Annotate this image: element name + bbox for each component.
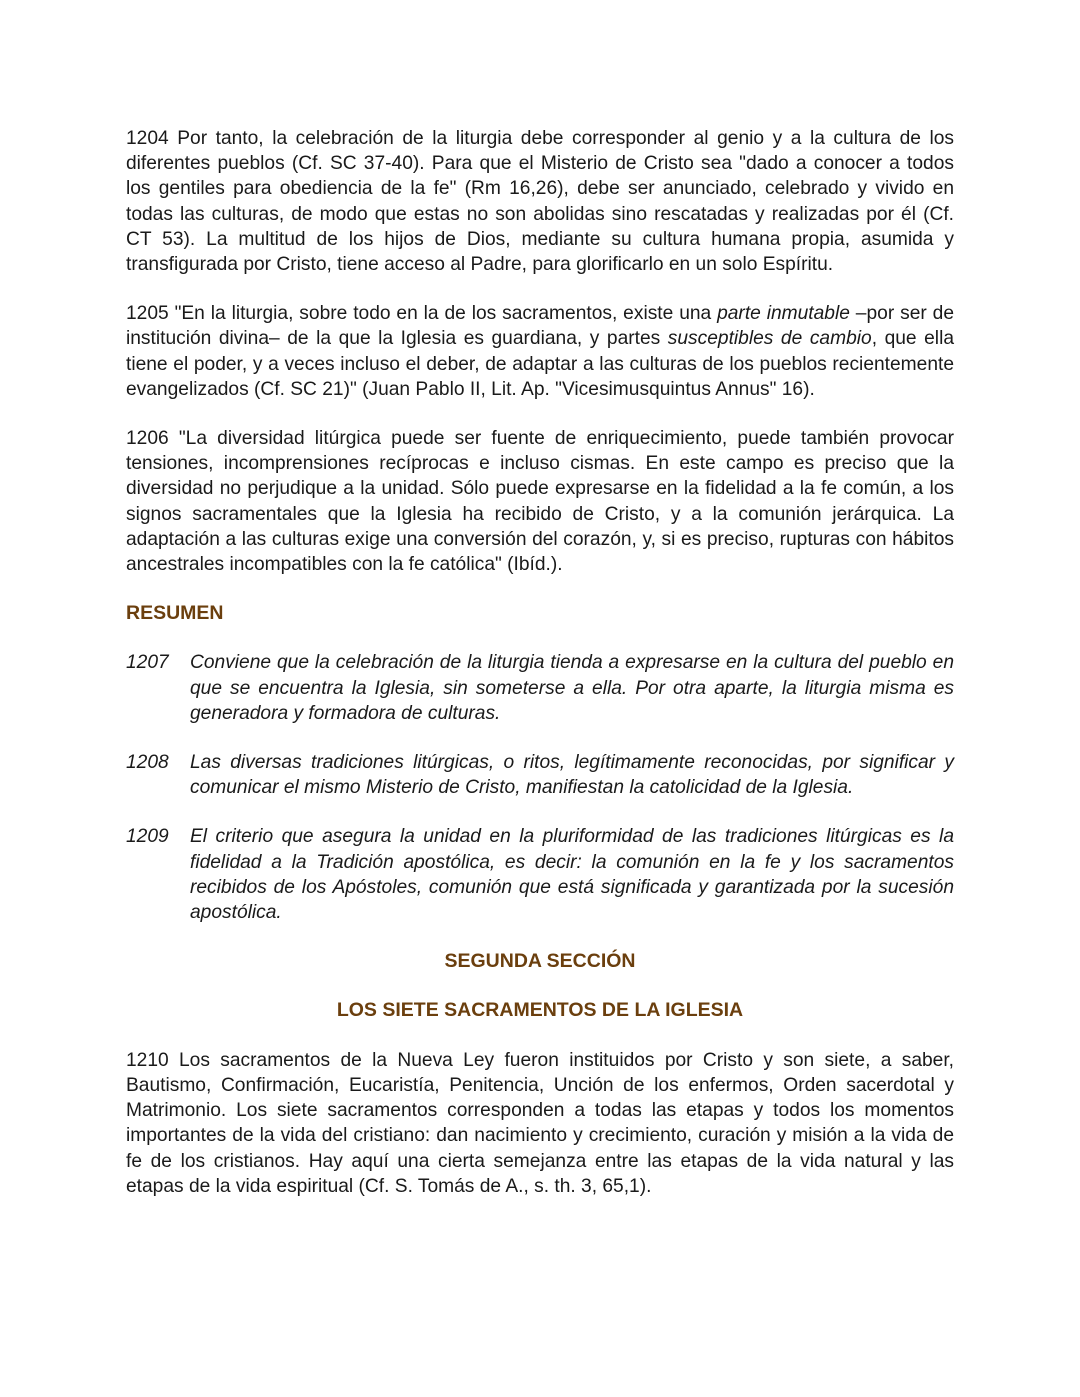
summary-text: Conviene que la celebración de la liturgia tienda a expresarse en la cultura del pueblo en que se encuentra la Iglesia, sin someterse a ella. Por otra aparte, la liturgia misma es generadora y formadora de culturas.: [190, 652, 954, 724]
paragraph-1205-emphasis-1: parte inmutable: [717, 303, 850, 325]
summary-text: Las diversas tradiciones litúrgicas, o ritos, legítimamente reconocidas, por significar y comunicar el mismo Misterio de Cristo, manifiestan la catolicidad de la Iglesia.: [190, 752, 954, 799]
summary-item: [126, 750, 954, 800]
paragraph-1206: 1206 "La diversidad litúrgica puede ser fuente de enriquecimiento, puede también provocar tensiones, incomprensiones recíprocas e incluso cismas. En este campo es preciso que la diversidad no perjudique a la unidad. Sólo puede expresarse en la fidelidad a la fe común, a los signos sacramentales que la Iglesia ha recibido de Cristo, y a la comunión jerárquica. La adaptación a las culturas exige una conversión del corazón, y, si es preciso, rupturas con hábitos ancestrales incompatibles con la fe católica" (Ibíd.).: [126, 428, 954, 576]
summary-number: 1209: [126, 826, 169, 848]
summary-text: El criterio que asegura la unidad en la pluriformidad de las tradiciones litúrgicas es la fidelidad a la Tradición apostólica, es decir: la comunión en la fe y los sacramentos recibidos de los Apóstoles, comunión que está significada y garantizada por la sucesión apostólica.: [190, 826, 954, 924]
summary-number: 1207: [126, 652, 169, 674]
summary-item: [126, 650, 954, 726]
paragraph-1205-part3: , que ella tiene el poder, y a veces incluso el deber, de adaptar a las culturas de los pueblos recientemente evangelizados (Cf. SC 21)" (Juan Pablo II, Lit. Ap. "Vicesimusquintus Annus" 16).: [126, 328, 955, 400]
paragraph-1205-part1: 1205 "En la liturgia, sobre todo en la de los sacramentos, existe una: [126, 303, 718, 325]
paragraph-1204: 1204 Por tanto, la celebración de la liturgia debe corresponder al genio y a la cultura de los diferentes pueblos (Cf. SC 37-40). Para que el Misterio de Cristo sea "dado a conocer a todos los gentiles para obediencia de la fe" (Rm 16,26), debe ser anunciado, celebrado y vivido en todas las culturas, de modo que estas no son abolidas sino rescatadas y realizadas por él (Cf. CT 53). La multitud de los hijos de Dios, mediante su cultura humana propia, asumida y transfigurada por Cristo, tiene acceso al Padre, para glorificarlo en un solo Espíritu.: [126, 128, 954, 276]
paragraph-1205-part2: –por ser de institución divina– de la que la Iglesia es guardiana, y partes: [126, 303, 954, 350]
document-page: [126, 126, 954, 1223]
summary-number: 1208: [126, 752, 169, 774]
section-title: SEGUNDA SECCIÓN: [444, 950, 636, 973]
summary-item: [126, 824, 954, 925]
paragraph-1210: 1210 Los sacramentos de la Nueva Ley fueron instituidos por Cristo y son siete, a saber, Bautismo, Confirmación, Eucaristía, Penitencia, Unción de los enfermos, Orden sacerdotal y Matrimonio. Los siete sacramentos corresponden a todas las etapas y todos los momentos importantes de la vida del cristiano: dan nacimiento y crecimiento, curación y misión a la vida de fe de los cristianos. Hay aquí una cierta semejanza entre las etapas de la vida natural y las etapas de la vida espiritual (Cf. S. Tomás de A., s. th. 3, 65,1).: [126, 1049, 954, 1197]
paragraph-1205: [126, 301, 954, 402]
section-subtitle: LOS SIETE SACRAMENTOS DE LA IGLESIA: [336, 999, 744, 1022]
paragraph-1205-emphasis-2: susceptibles de cambio: [667, 328, 872, 350]
resumen-heading: RESUMEN: [126, 602, 224, 625]
